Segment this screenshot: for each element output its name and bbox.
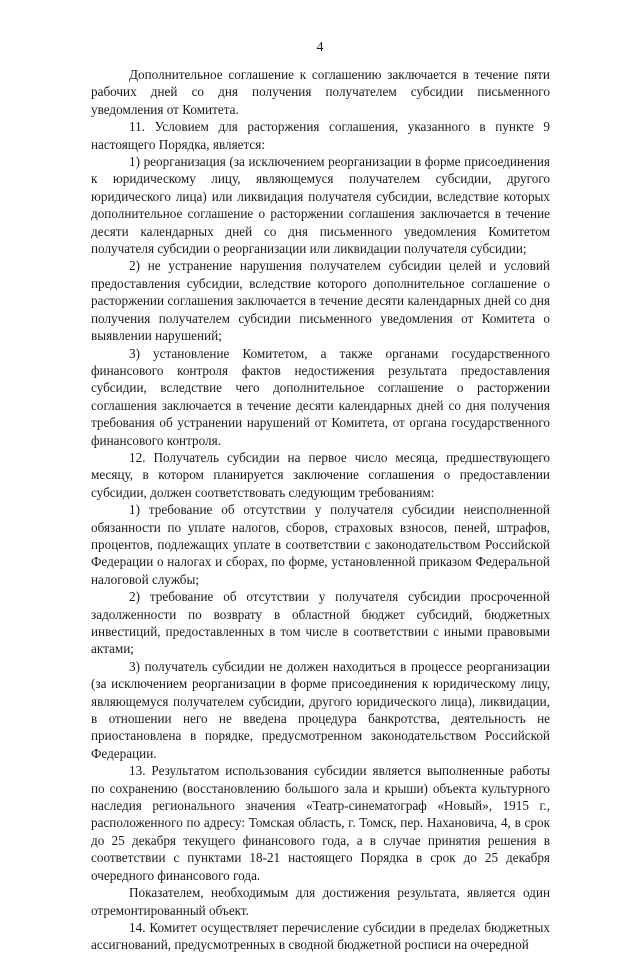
paragraph-clause-12-item-2: 2) требование об отсутствии у получателя субсидии просроченной задолженности по возврату в областной бюджет субсидий, бюджетных инвестиций, предоставленных в том числе в соответствии с иными правовыми актами; — [91, 589, 550, 657]
page-number: 4 — [316, 40, 324, 55]
document-body — [91, 66, 550, 954]
paragraph-clause-11-item-1: 1) реорганизация (за исключением реорганизации в форме присоединения к юридическому лицу, являющемуся получателем субсидии, другого юридического лица) или ликвидация получателя субсидии, вследствие которых дополнительное соглашение о расторжении соглашения заключается в течение десяти календарных дней со дня письменного уведомления Комитетом получателя субсидии о реорганизации или ликвидации получателя субсидии; — [91, 154, 550, 257]
paragraph-clause-11-item-3: 3) установление Комитетом, а также органами государственного финансового контроля фактов недостижения результата предоставления субсидии, вследствие чего дополнительное соглашение о расторжении соглашения заключается в течение десяти календарных дней со дня получения требования об устранении нарушений от Комитета, от органа государственного финансового контроля. — [91, 345, 550, 448]
paragraph-clause-13: 13. Результатом использования субсидии является выполненные работы по сохранению (восстановлению большого зала и крыши) объекта культурного наследия регионального значения «Театр-синематограф «Новый», 1915 г., расположенного по адресу: Томская область, г. Томск, пер. Нахановича, 4, в срок до 25 декабря текущего финансового года, а в случае принятия решения в соответствии с пунктами 18-21 настоящего Порядка в срок до 25 декабря очередного финансового года. — [91, 763, 550, 883]
paragraph-additional-agreement: Дополнительное соглашение к соглашению заключается в течение пяти рабочих дней со дня получения получателем субсидии письменного уведомления от Комитета. — [91, 67, 550, 117]
paragraph-clause-11: 11. Условием для расторжения соглашения, указанного в пункте 9 настоящего Порядка, является: — [91, 119, 550, 152]
paragraph-result-indicator: Показателем, необходимым для достижения результата, является один отремонтированный объект. — [91, 885, 550, 918]
paragraph-clause-11-item-2: 2) не устранение нарушения получателем субсидии целей и условий предоставления субсидии, вследствие которого дополнительное соглашение о расторжении соглашения заключается в течение десяти календарных дней со дня получения получателем субсидии письменного уведомления от Комитета о выявлении нарушений; — [91, 258, 550, 344]
paragraph-clause-12-item-1: 1) требование об отсутствии у получателя субсидии неисполненной обязанности по уплате налогов, сборов, страховых взносов, пеней, штрафов, процентов, подлежащих уплате в соответствии с законодательством Российской Федерации о налогах и сборах, по форме, установленной приказом Федеральной налоговой службы; — [91, 502, 550, 587]
paragraph-clause-14: 14. Комитет осуществляет перечисление субсидии в пределах бюджетных ассигнований, предусмотренных в сводной бюджетной росписи на очередной — [91, 919, 550, 953]
paragraph-clause-12: 12. Получатель субсидии на первое число месяца, предшествующего месяцу, в котором планируется заключение соглашения о предоставлении субсидии, должен соответствовать следующим требованиям: — [91, 449, 550, 500]
paragraph-clause-12-item-3: 3) получатель субсидии не должен находиться в процессе реорганизации (за исключением реорганизации в форме присоединения к юридическому лицу, являющемуся получателем субсидии, другого юридического лица), ликвидации, в отношении него не введена процедура банкротства, деятельность не приостановлена в порядке, предусмотренном законодательством Российской Федерации. — [91, 658, 550, 761]
